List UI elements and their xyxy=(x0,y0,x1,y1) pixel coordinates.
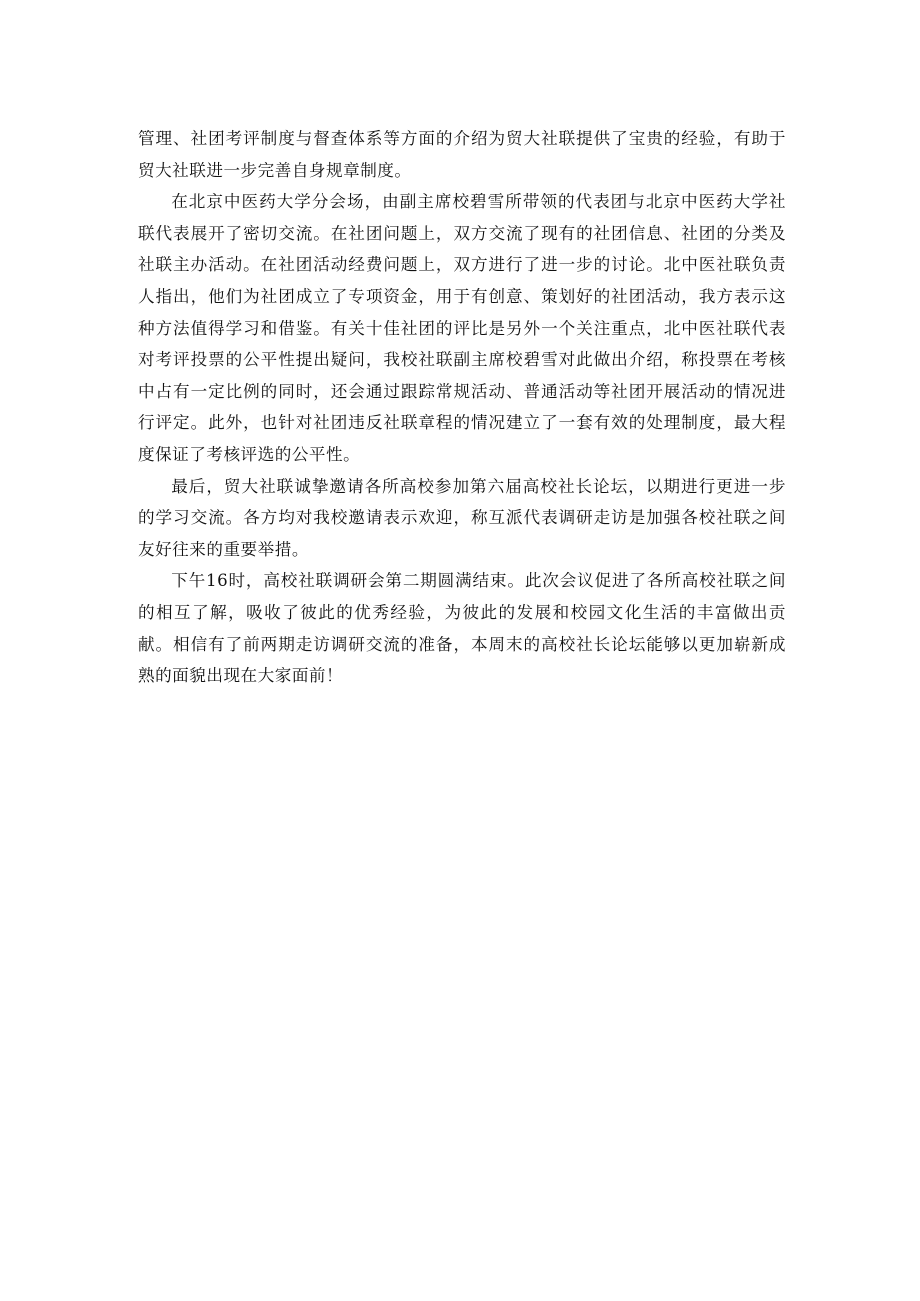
paragraph-conclusion: 下午16时，高校社联调研会第二期圆满结束。此次会议促进了各所高校社联之间的相互了解，吸收了彼此的优秀经验，为彼此的发展和校园文化生活的丰富做出贡献。相信有了前两期走访调研交流的准备，本周末的高校社长论坛能够以更加崭新成熟的面貌出现在大家面前！ xyxy=(138,571,786,686)
document-body xyxy=(138,123,786,692)
paragraph-beijing-tcm-session: 在北京中医药大学分会场，由副主席校碧雪所带领的代表团与北京中医药大学社联代表展开了密切交流。在社团问题上，双方交流了现有的社团信息、社团的分类及社联主办活动。在社团活动经费问题上，双方进行了进一步的讨论。北中医社联负责人指出，他们为社团成立了专项资金，用于有创意、策划好的社团活动，我方表示这种方法值得学习和借鉴。有关十佳社团的评比是另外一个关注重点，北中医社联代表对考评投票的公平性提出疑问，我校社联副主席校碧雪对此做出介绍，称投票在考核中占有一定比例的同时，还会通过跟踪常规活动、普通活动等社团开展活动的情况进行评定。此外，也针对社团违反社联章程的情况建立了一套有效的处理制度，最大程度保证了考核评选的公平性。 xyxy=(138,192,786,464)
paragraph-continuation: 管理、社团考评制度与督查体系等方面的介绍为贸大社联提供了宝贵的经验，有助于贸大社联进一步完善自身规章制度。 xyxy=(138,129,786,180)
paragraph-invitation: 最后，贸大社联诚挚邀请各所高校参加第六届高校社长论坛，以期进行更进一步的学习交流。各方均对我校邀请表示欢迎，称互派代表调研走访是加强各校社联之间友好往来的重要举措。 xyxy=(138,476,786,559)
